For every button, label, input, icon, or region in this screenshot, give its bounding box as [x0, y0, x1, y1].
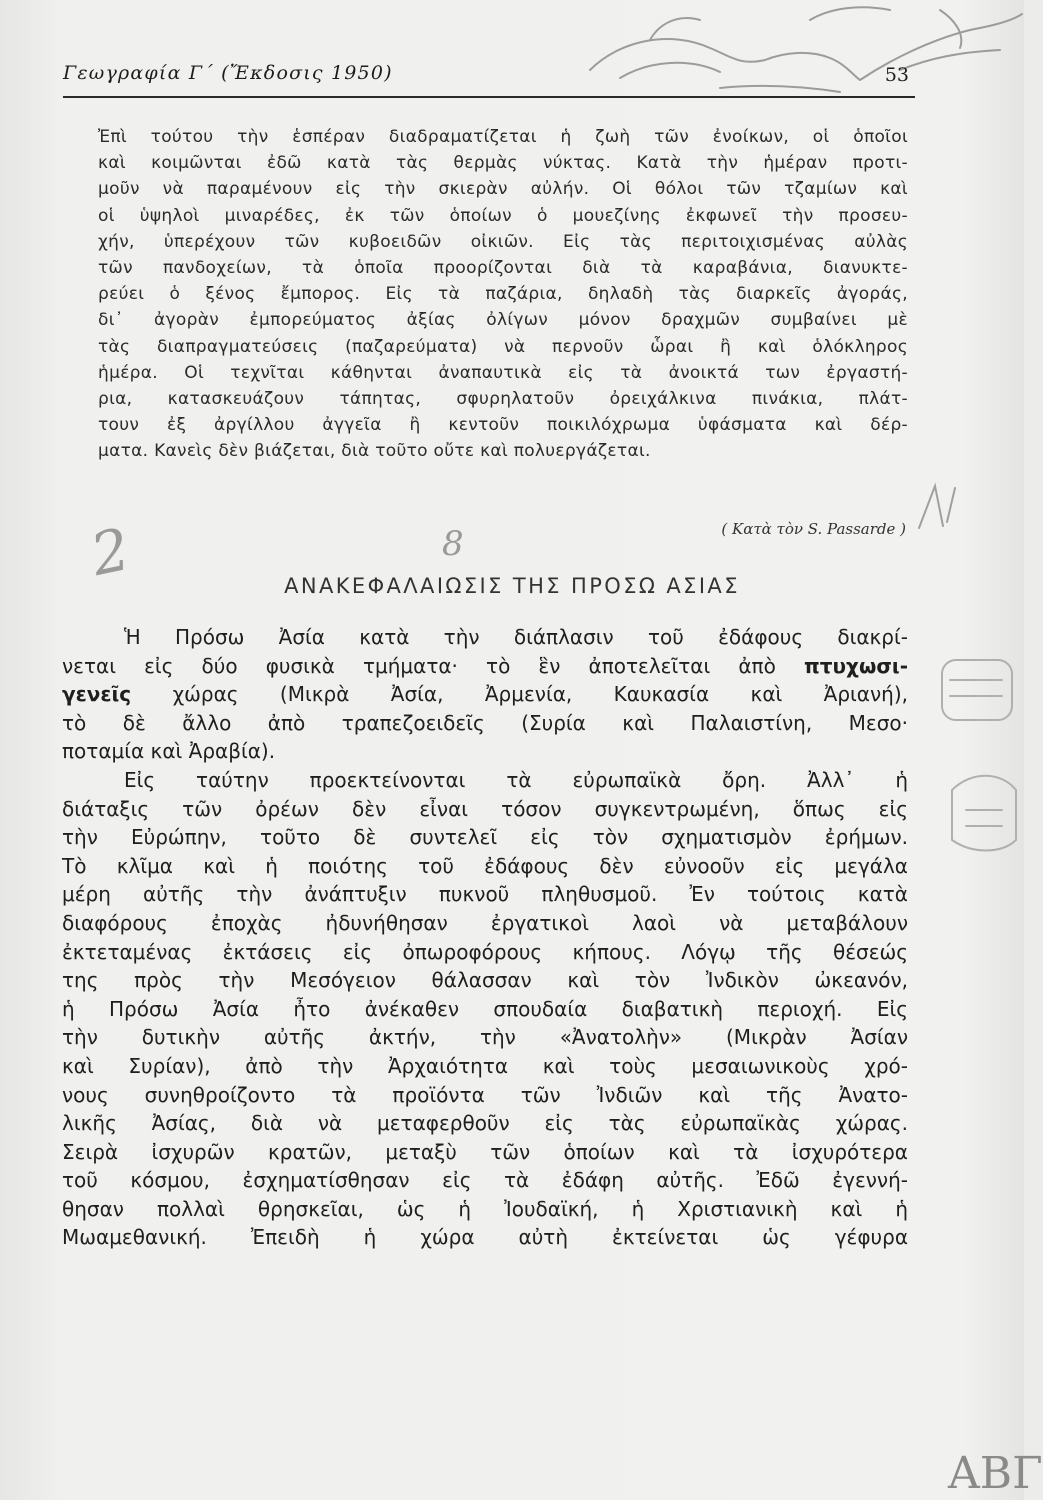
text-line: θησαν πολλαὶ θρησκεῖαι, ὡς ἡ Ἰουδαϊκή, ἡ Χριστιανικὴ καὶ ἡ — [62, 1196, 908, 1221]
text-line: ρεύει ὁ ξένος ἔμπορος. Εἰς τὰ παζάρια, δηλαδὴ τὰς διαρκεῖς ἀγοράς, — [98, 284, 908, 305]
page-number: 53 — [884, 64, 909, 86]
text-line: ματα. Κανεὶς δὲν βιάζεται, διὰ τοῦτο οὔτε καὶ πολυεργάζεται. — [98, 441, 651, 462]
text-line: Σειρὰ ἰσχυρῶν κρατῶν, μεταξὺ τῶν ὁποίων καὶ τὰ ἰσχυρότερα — [62, 1139, 908, 1164]
text-line: ποταμία καὶ Ἀραβία). — [62, 739, 276, 764]
text-line: τῶν πανδοχείων, τὰ ὁποῖα προορίζονται διὰ τὰ καραβάνια, διανυκτε- — [98, 258, 908, 279]
text-line: ἡ Πρόσω Ἀσία ἦτο ἀνέκαθεν σπουδαία διαβατικὴ περιοχή. Εἰς — [62, 996, 908, 1021]
text-line: Ἐπὶ τούτου τὴν ἑσπέραν διαδραματίζεται ἡ ζωὴ τῶν ἐνοίκων, οἱ ὁποῖοι — [98, 127, 908, 147]
intro-paragraph — [98, 124, 908, 465]
text-line: διάταξις τῶν ὀρέων δὲν εἶναι τόσον συγκεντρωμένη, ὅπως εἰς — [62, 796, 908, 821]
text-line: Τὸ κλῖμα καὶ ἡ ποιότης τοῦ ἐδάφους δὲν εὐνοοῦν εἰς μεγάλα — [62, 853, 908, 878]
text-line — [62, 680, 908, 709]
text-line: ρια, κατασκευάζουν τάπητας, σφυρηλατοῦν ὀρειχάλκινα πινάκια, πλάτ- — [98, 389, 908, 410]
text-line: τουν ἐξ ἀργίλλου ἀγγεῖα ἢ κεντοῦν ποικιλόχρωμα ὑφάσματα καὶ δέρ- — [98, 415, 908, 436]
pencil-tick-mark — [905, 478, 965, 538]
text-line: Μωαμεθανική. Ἐπειδὴ ἡ χώρα αὐτὴ ἐκτείνεται ὡς γέφυρα — [62, 1225, 908, 1250]
text-line: δι᾽ ἀγορὰν ἐμπορεύματος ἀξίας ὀλίγων μόνον δραχμῶν συμβαίνει μὲ — [98, 310, 908, 331]
text-line: οἱ ὑψηλοὶ μιναρέδες, ἐκ τῶν ὁποίων ὁ μουεζίνης ἐκφωνεῖ τὴν προσευ- — [98, 205, 908, 226]
text-fragment: χώρας (Μικρὰ Ἀσία, Ἀρμενία, Καυκασία καὶ Ἀριανή), — [172, 682, 909, 707]
section-heading: ΑΝΑΚΕΦΑΛΑΙΩΣΙΣ ΤΗΣ ΠΡΟΣΩ ΑΣΙΑΣ — [284, 574, 740, 598]
text-line: λικῆς Ἀσίας, διὰ νὰ μεταφερθοῦν εἰς τὰς εὐρωπαϊκὰς χώρας. — [62, 1111, 908, 1136]
bold-term: γενεῖς — [62, 682, 132, 707]
pencil-corner-letters: ΑΒΓ — [948, 1448, 1043, 1499]
text-line: μέρη αὐτῆς τὴν ἀνάπτυξιν πυκνοῦ πληθυσμοῦ. Ἐν τούτοις κατὰ — [62, 882, 908, 907]
text-line: τοῦ κόσμου, ἐσχηματίσθησαν εἰς τὰ ἐδάφη αὐτῆς. Ἐδῶ ἐγεννή- — [62, 1168, 908, 1193]
summary-body — [62, 623, 908, 1252]
text-line: τὰς διαπραγματεύσεις (παζαρεύματα) νὰ περνοῦν ὧραι ἢ καὶ ὁλόκληρος — [98, 336, 908, 357]
text-line: καὶ Συρίαν), ἀπὸ τὴν Ἀρχαιότητα καὶ τοὺς μεσαιωνικοὺς χρό- — [62, 1053, 908, 1078]
bold-term: πτυχωσι- — [803, 653, 909, 678]
pencil-numeral-center: 8 — [442, 524, 464, 564]
running-title: Γεωγραφία Γ΄ (Ἔκδοσις 1950) — [63, 62, 393, 84]
text-line: τὴν Εὐρώπην, τοῦτο δὲ συντελεῖ εἰς τὸν σχηματισμὸν ἐρήμων. — [62, 825, 908, 850]
text-line: Εἰς ταύτην προεκτείνονται τὰ εὐρωπαϊκὰ ὄρη. Ἀλλ᾽ ἡ — [124, 767, 908, 792]
text-line: ἐκτεταμένας ἐκτάσεις εἰς ὀπωροφόρους κήπους. Λόγῳ τῆς θέσεώς — [62, 939, 908, 964]
pencil-margin-sketch — [932, 640, 1024, 940]
pencil-numeral-left: 2 — [85, 514, 136, 590]
text-fragment: νεται εἰς δύο φυσικὰ τμήματα· τὸ ἓν ἀποτελεῖται ἀπὸ — [62, 653, 776, 678]
text-line: χήν, ὑπερέχουν τῶν κυβοειδῶν οἰκιῶν. Εἰς τὰς περιτοιχισμένας αὐλὰς — [98, 231, 908, 252]
text-line: καὶ κοιμῶνται ἐδῶ κατὰ τὰς θερμὰς νύκτας. Κατὰ τὴν ἡμέραν προτι- — [98, 153, 908, 174]
source-attribution: ( Κατὰ τὸν S. Passarde ) — [721, 520, 906, 538]
text-line: νους συνηθροίζοντο τὰ προϊόντα τῶν Ἰνδιῶν καὶ τῆς Ἀνατο- — [62, 1082, 908, 1107]
text-line: μοῦν νὰ παραμένουν εἰς τὴν σκιερὰν αὐλήν. Οἱ θόλοι τῶν τζαμίων καὶ — [98, 179, 908, 200]
text-line: της πρὸς τὴν Μεσόγειον θάλασσαν καὶ τὸν Ἰνδικὸν ὠκεανόν, — [62, 968, 908, 993]
text-line: ἡμέρα. Οἱ τεχνῖται κάθηνται ἀναπαυτικὰ εἰς τὰ ἀνοικτά των ἐργαστή- — [98, 362, 908, 383]
page-header — [63, 60, 915, 98]
text-line: Ἡ Πρόσω Ἀσία κατὰ τὴν διάπλασιν τοῦ ἐδάφους διακρί- — [124, 625, 908, 649]
text-line: τὴν δυτικὴν αὐτῆς ἀκτήν, τὴν «Ἀνατολὴν» (Μικρὰν Ἀσίαν — [62, 1025, 908, 1050]
text-line — [62, 652, 908, 681]
text-line: τὸ δὲ ἄλλο ἀπὸ τραπεζοειδεῖς (Συρία καὶ Παλαιστίνη, Μεσο· — [62, 710, 908, 735]
text-line: διαφόρους ἐποχὰς ἠδυνήθησαν ἐργατικοὶ λαοὶ νὰ μεταβάλουν — [62, 910, 908, 935]
